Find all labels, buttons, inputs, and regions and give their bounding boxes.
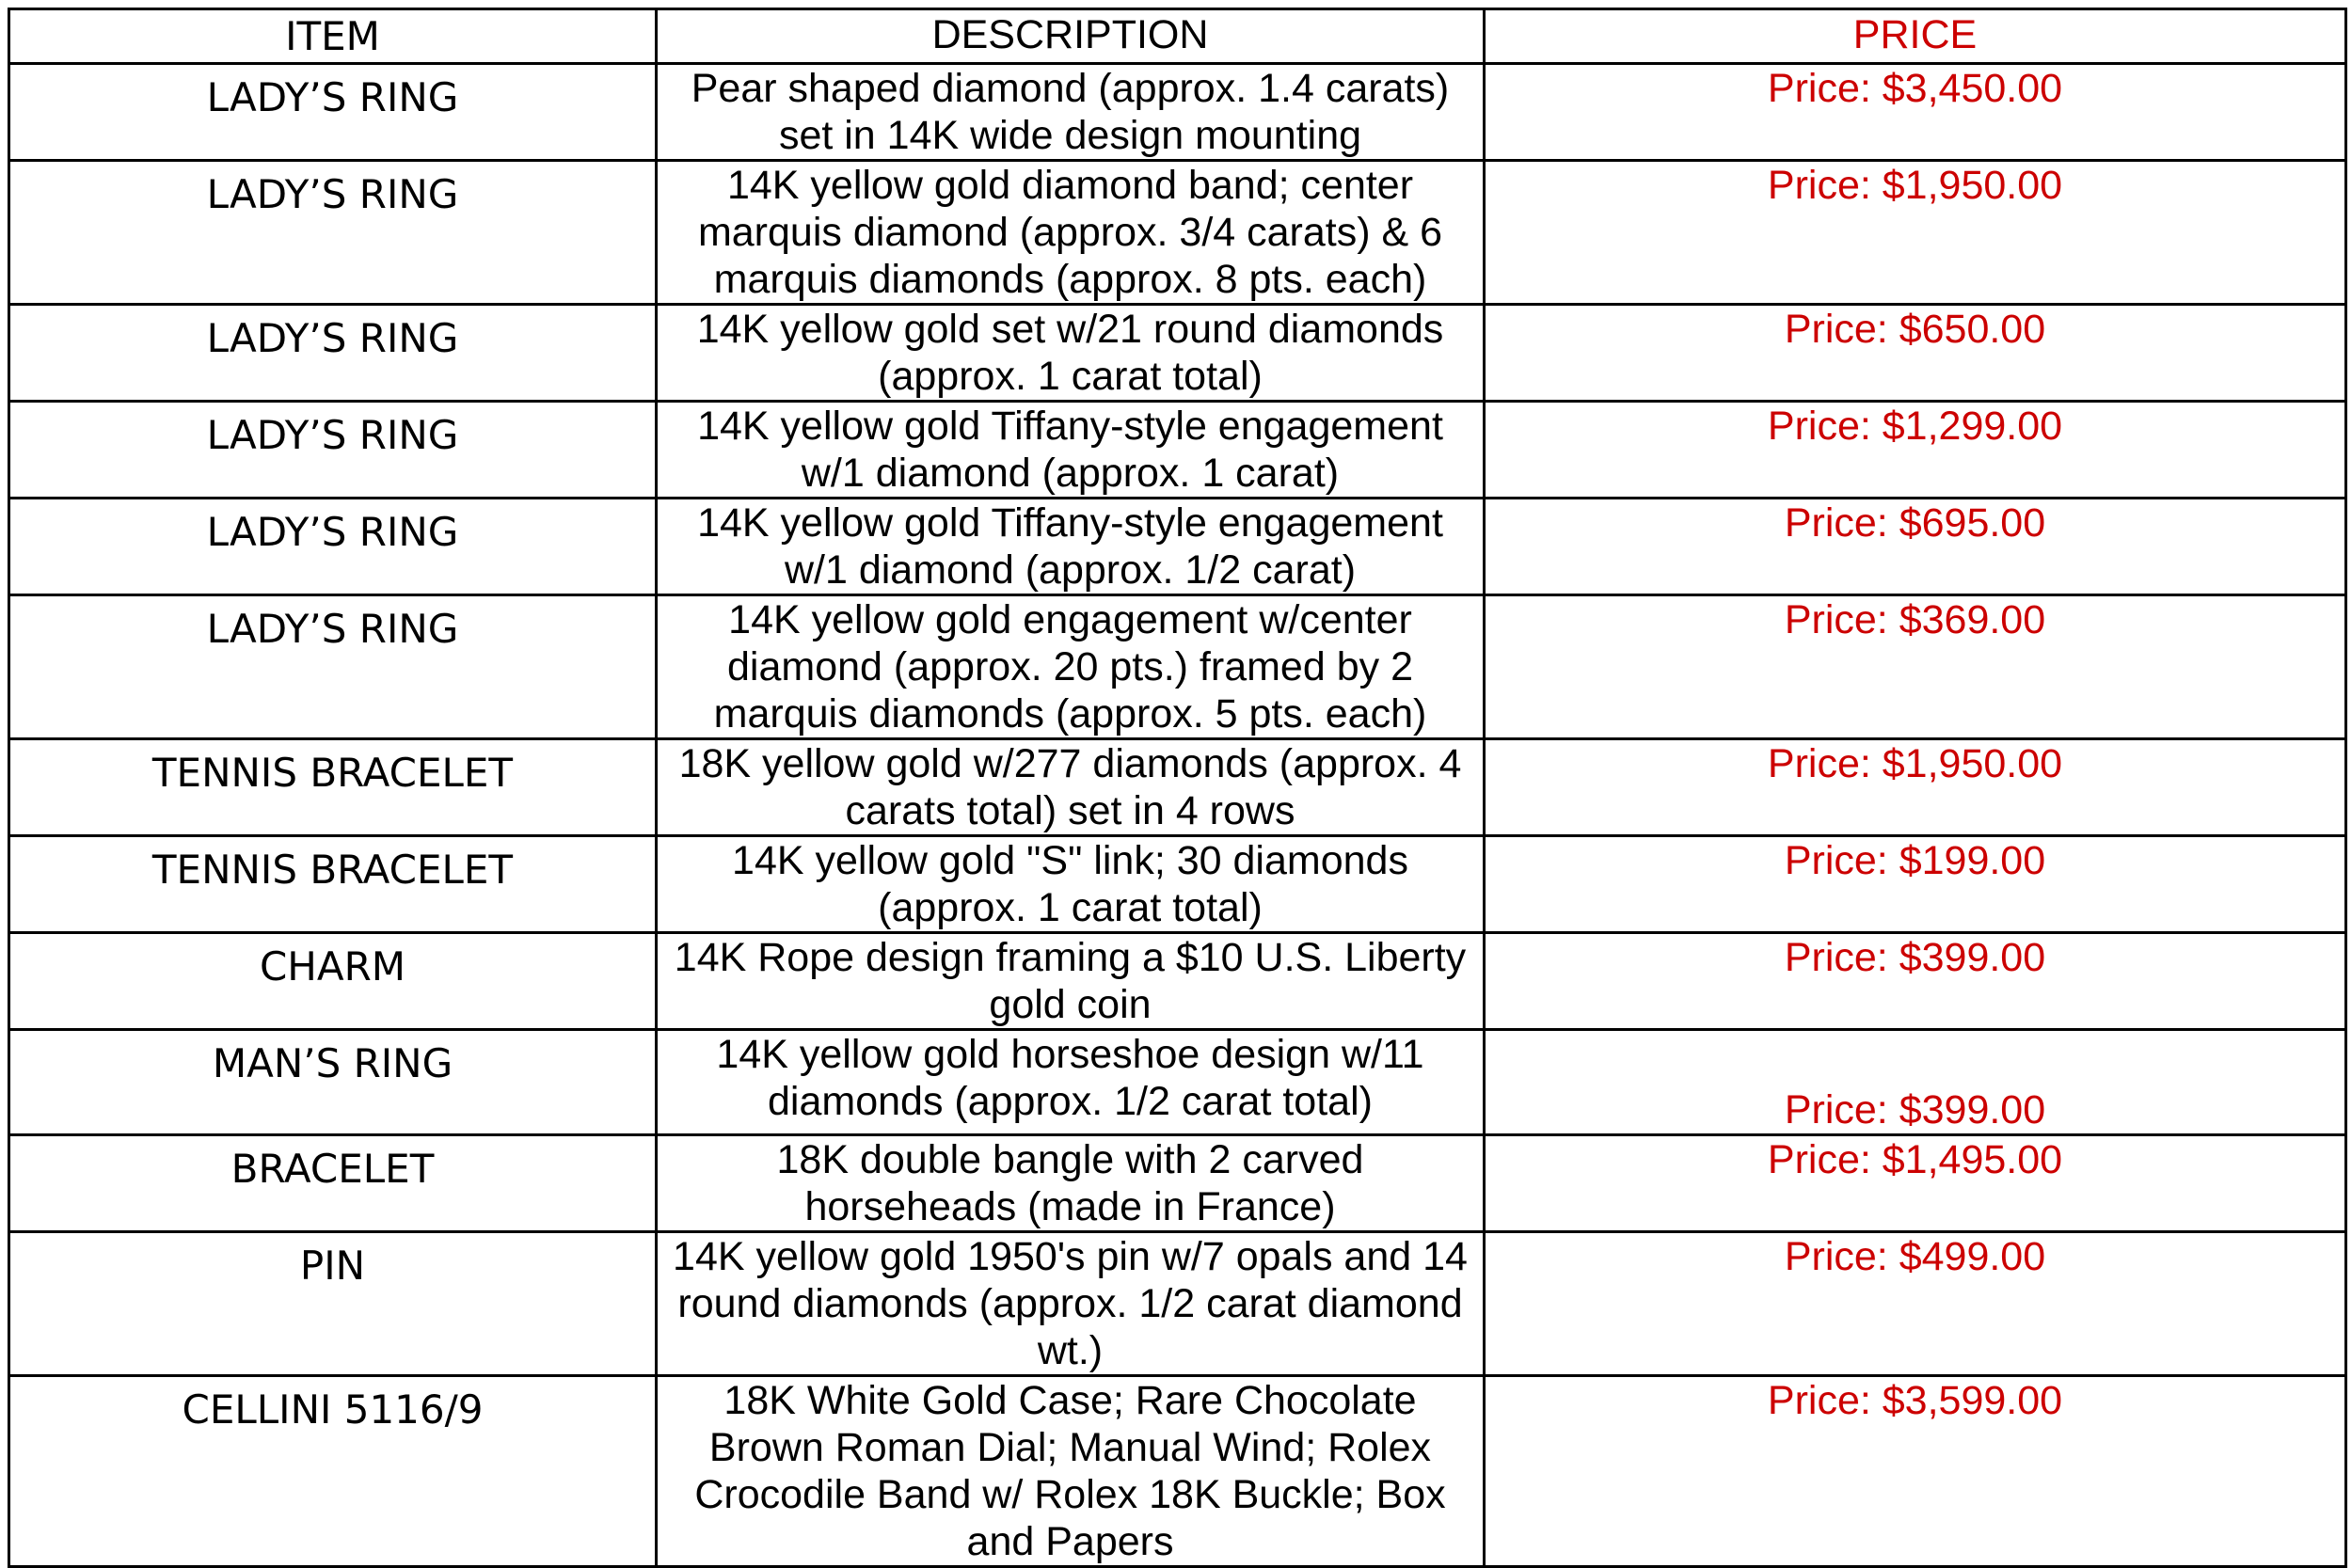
description-cell: 14K yellow gold horseshoe design w/11 diamonds (approx. 1/2 carat total) (657, 1030, 1485, 1135)
description-cell: 14K yellow gold diamond band; center marquis diamond (approx. 3/4 carats) & 6 marquis diamonds (approx. 8 pts. each) (657, 161, 1485, 305)
table-row (9, 402, 2346, 499)
price-cell: Price: $1,950.00 (1485, 161, 2346, 305)
item-cell: LADY’S RING (9, 499, 657, 595)
description-cell: 14K yellow gold set w/21 round diamonds (approx. 1 carat total) (657, 305, 1485, 402)
item-cell: TENNIS BRACELET (9, 836, 657, 933)
item-cell: TENNIS BRACELET (9, 739, 657, 836)
table-row (9, 499, 2346, 595)
price-cell: Price: $499.00 (1485, 1232, 2346, 1376)
item-cell: LADY’S RING (9, 161, 657, 305)
price-cell: Price: $3,450.00 (1485, 64, 2346, 161)
description-cell: Pear shaped diamond (approx. 1.4 carats) set in 14K wide design mounting (657, 64, 1485, 161)
description-cell: 14K yellow gold Tiffany-style engagement w/1 diamond (approx. 1 carat) (657, 402, 1485, 499)
description-cell: 14K yellow gold engagement w/center diamond (approx. 20 pts.) framed by 2 marquis diamonds (approx. 5 pts. each) (657, 595, 1485, 739)
description-cell: 14K Rope design framing a $10 U.S. Liberty gold coin (657, 933, 1485, 1030)
item-cell: LADY’S RING (9, 64, 657, 161)
table-row (9, 305, 2346, 402)
item-cell: LADY’S RING (9, 595, 657, 739)
header-description: DESCRIPTION (657, 9, 1485, 64)
description-cell: 18K yellow gold w/277 diamonds (approx. 4 carats total) set in 4 rows (657, 739, 1485, 836)
table-row (9, 1030, 2346, 1135)
price-cell: Price: $199.00 (1485, 836, 2346, 933)
description-cell: 14K yellow gold Tiffany-style engagement w/1 diamond (approx. 1/2 carat) (657, 499, 1485, 595)
table-row (9, 161, 2346, 305)
item-cell: MAN’S RING (9, 1030, 657, 1135)
jewelry-price-table (8, 8, 2347, 1568)
price-cell: Price: $3,599.00 (1485, 1376, 2346, 1567)
table-row (9, 836, 2346, 933)
description-cell: 18K White Gold Case; Rare Chocolate Brown Roman Dial; Manual Wind; Rolex Crocodile Band w/ Rolex 18K Buckle; Box and Papers (657, 1376, 1485, 1567)
description-cell: 18K double bangle with 2 carved horseheads (made in France) (657, 1135, 1485, 1232)
price-cell: Price: $399.00 (1485, 1030, 2346, 1135)
table-header-row (9, 9, 2346, 64)
price-cell: Price: $369.00 (1485, 595, 2346, 739)
item-cell: LADY’S RING (9, 402, 657, 499)
price-cell: Price: $399.00 (1485, 933, 2346, 1030)
price-cell: Price: $1,495.00 (1485, 1135, 2346, 1232)
table-row (9, 1135, 2346, 1232)
table-row (9, 739, 2346, 836)
item-cell: PIN (9, 1232, 657, 1376)
item-cell: CHARM (9, 933, 657, 1030)
table-row (9, 933, 2346, 1030)
table-row (9, 595, 2346, 739)
item-cell: LADY’S RING (9, 305, 657, 402)
description-cell: 14K yellow gold "S" link; 30 diamonds (approx. 1 carat total) (657, 836, 1485, 933)
table-row (9, 1232, 2346, 1376)
table-row (9, 1376, 2346, 1567)
price-cell: Price: $1,299.00 (1485, 402, 2346, 499)
item-cell: CELLINI 5116/9 (9, 1376, 657, 1567)
price-cell: Price: $650.00 (1485, 305, 2346, 402)
item-cell: BRACELET (9, 1135, 657, 1232)
price-cell: Price: $695.00 (1485, 499, 2346, 595)
price-cell: Price: $1,950.00 (1485, 739, 2346, 836)
table-row (9, 64, 2346, 161)
description-cell: 14K yellow gold 1950's pin w/7 opals and 14 round diamonds (approx. 1/2 carat diamond wt.) (657, 1232, 1485, 1376)
header-item: ITEM (9, 9, 657, 64)
header-price: PRICE (1485, 9, 2346, 64)
